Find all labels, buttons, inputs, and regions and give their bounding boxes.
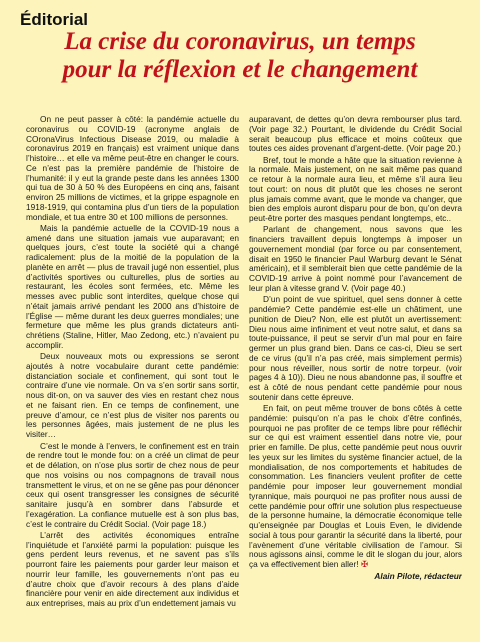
paragraph: D’un point de vue spirituel, quel sens donner à cette pandémie? Cette pandémie est-elle un châtiment, une punition de Dieu? Non, elle est plutôt un avertissement: Dieu nous aime infiniment et veut notre salut, et dans sa toute-puissance, il peut se servir d’un mal pour en faire germer un plus grand bien. Dans ce cas-ci, Dieu se sert de ce virus (qu’il n’a pas créé, mais simplement permis) pour nous réveiller, nous sortir de notre torpeur. (voir pages 4 à 10)). Dieu ne nous abandonne pas, il souffre et est à côté de nous pendant cette pandémie pour nous soutenir dans cette épreuve. — [249, 294, 462, 402]
headline-line-1: La crise du coronavirus, un temps — [64, 28, 416, 55]
headline-line-2: pour la réflexion et le changement — [62, 56, 418, 83]
right-column — [249, 115, 462, 635]
final-text: En fait, on peut même trouver de bons côtés à cette pandémie: puisqu’on n’a pas le choix d’être confinés, pourquoi ne pas profiter de ce temps libre pour réfléchir sur ce qui est vraiment essentiel dans notre vie, pour prier en famille. De plus, cette pandémie peut nous ouvrir les yeux sur les limites du système financier actuel, de la mondialisation, de nos comportements et habitudes de consommation. Les financiers veulent profiter de cette pandémie pour imposer leur gouvernement mondial tyrannique, mais pourquoi ne pas profiter nous aussi de cette pandémie pour offrir une solution plus respectueuse de la personne humaine, la démocratie économique telle qu’enseignée par Douglas et Louis Even, le dividende social à tous pour garantir la sécurité dans la liberté, pour l’avènement d’une véritable civilisation de l’amour. Si nous agissons ainsi, comme le dit le slogan du jour, alors ça va effectivement bien aller! — [249, 403, 462, 570]
paragraph: L’arrêt des activités économiques entraîne l’inquiétude et l’anxiété parmi la population: puisque les gens perdent leurs revenus, et ne savent pas s’ils pourront faire les paiements pour garder leur maison et nourrir leur famille, les gouvernements n’ont pas eu d’autre choix que d’avoir recours à des plans d’aide financière pour venir en aide directement aux individus et aux entreprises, mais au prix d’un endettement jamais vu — [26, 529, 239, 609]
section-label: Éditorial — [20, 10, 89, 29]
paragraph: Bref, tout le monde a hâte que la situation revienne à la normale. Mais justement, on ne sait même pas quand ce retour à la normale aura lieu, et même s’il aura lieu tout court: on nous dit plutôt que les choses ne seront plus jamais comme avant, que le monde va changer, que bien des emplois auront disparu pour de bon, qu’on devra peut-être porter des masques pendant longtemps, etc.. — [249, 154, 462, 224]
paragraph: auparavant, de dettes qu’on devra rembourser plus tard. (Voir page 32.) Pourtant, le dividende du Crédit Social serait beaucoup plus efficace et moins coûteux que toutes ces aides provenant d’argent-dette. (Voir page 20.) — [249, 115, 462, 154]
author-signature: Alain Pilote, rédacteur — [374, 571, 462, 582]
paragraph-final — [249, 404, 462, 570]
paragraph: C’est le monde à l’envers, le confinement est en train de rendre tout le monde fou: on a créé un climat de peur et de délation, on n’ose plus sortir de chez nous de peur que nos voisins ou nos compagnons de travail nous transmettent le virus, et on ne se gêne pas pour dénoncer ceux qui osent transgresser les consignes de sécurité sanitaire jusqu’à en sombrer dans l’absurde et l’exagération. La confiance mutuelle est à son plus bas, c’est le contraire du Crédit Social. (Voir page 18.) — [26, 440, 239, 529]
cross-icon: ✠ — [360, 559, 368, 570]
paragraph: Deux nouveaux mots ou expressions se seront ajoutés à notre vocabulaire durant cette pandémie: distanciation sociale et confinement, qui sont tout le contraire d’une vie normale. On va s’en sortir sans sortir, nous dit-on, on va sauver des vies en restant chez nous et ne faisant rien. En ce temps de confinement, une preuve d’amour, ce n’est plus de visiter nos parents ou les personnes âgées, mais justement de ne plus les visiter… — [26, 351, 239, 440]
paragraph: On ne peut passer à côté: la pandémie actuelle du coronavirus ou COVID-19 (acronyme anglais de COronaVirus Infectious Disease 2019, ou maladie à coronavirus 2019 en français) est vraiment unique dans l’histoire… et elle va même peut-être en changer le cours. Ce n’est pas la première pandémie de l’histoire de l’humanité: il y eut la grande peste dans les années 1300 qui tua de 30 à 50 % des Européens en cinq ans, faisant environ 25 millions de victimes, et la grippe espagnole en 1918-1919, qui contamina plus d’un tiers de la population mondiale, et tua entre 30 et 100 millions de personnes. — [26, 115, 239, 222]
paragraph: Mais la pandémie actuelle de la COVID-19 nous a amené dans une situation jamais vue auparavant; en quelques jours, c’est toute la société qui a changé radicalement: plus de la moitié de la population de la planète en arrêt — plus de travail jugé non essentiel, plus d’activités sportives ou culturelles, plus de sorties au restaurant, les écoles sont fermées, etc. Même les messes avec public sont interdites, quelque chose qui n’était jamais arrivé pendant les 2000 ans d’histoire de l’Église — même durant les deux guerres mondiales; une fermeture que même les plus grands dictateurs anti-chrétiens (Staline, Hitler, Mao Zedong, etc.) n’avaient pu accomplir. — [26, 222, 239, 350]
paragraph: Parlant de changement, nous savons que les financiers travaillent depuis longtemps à imposer un gouvernement mondial (par force ou par consentement, disait en 1950 le financier Paul Warburg devant le Sénat américain), et il semblerait bien que cette pandémie de la COVID-19 arrive à point nommé pour l’avancement de leur plan à vitesse grand V. (Voir page 40.) — [249, 224, 462, 293]
headline — [0, 28, 480, 84]
left-column — [26, 115, 239, 635]
article-columns — [26, 115, 462, 635]
